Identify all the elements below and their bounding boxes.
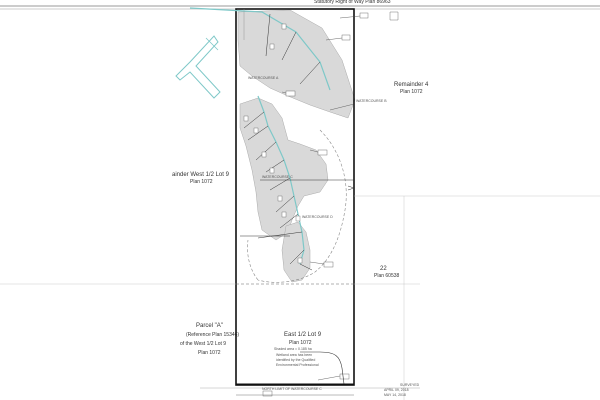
survey-date-2: MAY 14, 2018 [384, 393, 406, 397]
surveyed-label: SURVEYED [400, 383, 420, 387]
shaded-area-note: Shaded area = 0.185 ha [274, 347, 312, 351]
east-half-plan-label: Plan 1072 [289, 340, 312, 346]
bottom-note: NORTH LIMIT OF WATERCOURSE C [262, 387, 322, 391]
parcel-a-ref-label: (Reference Plan 15346) [186, 332, 240, 338]
dashed-setback-curve-2 [247, 240, 258, 280]
arrow-marker [348, 186, 354, 190]
wetland-label-d: WATERCOURSE D [302, 215, 333, 219]
wetland-shaded-area-lower [282, 222, 310, 282]
right-tag [390, 12, 398, 20]
remainder-east-label: Remainder 4 [394, 82, 429, 88]
east-half-lot-label: East 1/2 Lot 9 [284, 332, 322, 338]
right-of-way-label: Statutory Right of Way Plan 86963 [314, 0, 391, 5]
wetland-label-a: WATERCOURSE A [248, 76, 279, 80]
lot-22-plan-label: Plan 60538 [374, 273, 400, 279]
wetland-label-b: WATERCOURSE B [356, 99, 387, 103]
note-line-1: Wetland area has been [276, 353, 313, 357]
remainder-west-plan-label: Plan 1072 [190, 179, 213, 185]
note-line-3: Environmental Professional [276, 363, 319, 367]
remainder-east-plan-label: Plan 1072 [400, 89, 423, 95]
wetland-label-c: WATERCOURSE C [262, 175, 293, 179]
survey-date-1: APRIL 09, 2018 [384, 388, 409, 392]
remainder-west-label: ainder West 1/2 Lot 9 [172, 172, 229, 178]
parcel-a-label: Parcel "A" [196, 323, 223, 329]
lot-22-label: 22 [380, 266, 387, 272]
parcel-a-plan-label: Plan 1072 [198, 350, 221, 356]
parcel-a-of-label: of the West 1/2 Lot 9 [180, 341, 227, 347]
note-line-2: identified by the Qualified [276, 358, 316, 362]
